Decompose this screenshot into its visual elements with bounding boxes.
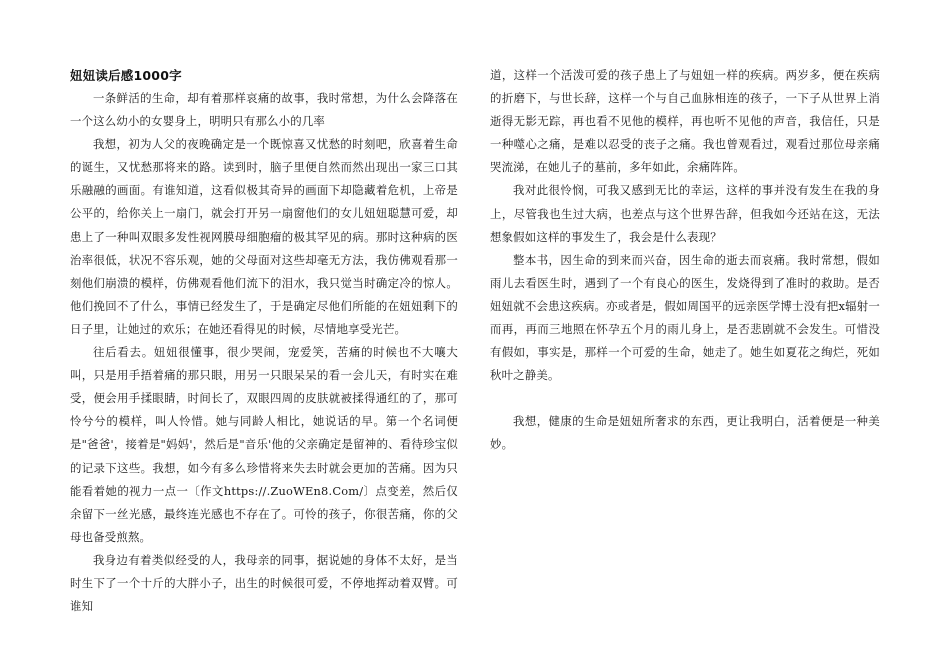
paragraph-parents: 我想，初为人父的夜晚确定是一个既惊喜又忧愁的时刻吧，欣喜着生命的诞生，又忧愁那将来的路。读到时，脑子里便自然而然出现出一家三口其乐融融的画面。有谁知道，这看似极其奇异的画面下却隐藏着危机，上帝是公平的，给你关上一扇门，就会打开另一扇窗他们的女儿妞妞聪慧可爱，却患上了一种叫双眼多发性视网膜母细胞瘤的极其罕见的病。那时这种病的医治率很低，状况不容乐观，她的父母面对这些却毫无方法，我仿佛观看那一刻他们崩溃的模样，仿佛观看他们流下的泪水，我只觉当时确定冷的惊人。他们挽回不了什么，事情已经发生了，于是确定尽他们所能的在妞妞剩下的日子里，让她过的欢乐；在她还看得见的时候，尽情地享受光芒。 <box>70 137 458 336</box>
right-column <box>490 64 880 457</box>
paragraph-whole-book: 整本书，因生命的到来而兴奋，因生命的逝去而哀痛。我时常想，假如雨儿去看医生时，遇到了一个有良心的医生，发烧得到了准时的救助。是否妞妞就不会患这疾病。亦或者是，假如周国平的远亲医学博士没有把x辐射一而再，再而三地照在怀孕五个月的雨儿身上，是否悲剧就不会发生。可惜没有假如，事实是，那样一个可爱的生命，她走了。她生如夏花之绚烂，死如秋叶之静美。 <box>490 252 880 383</box>
paragraph-gap <box>490 387 880 410</box>
paragraph-colleague: 我身边有着类似经受的人，我母亲的同事，据说她的身体不太好，是当时生下了一个十斤的大胖小子，出生的时候很可爱，不停地挥动着双臂。可谁知 <box>70 552 458 614</box>
document-title: 妞妞读后感1000字 <box>70 68 182 83</box>
paragraph-intro: 一条鲜活的生命，却有着那样哀痛的故事，我时常想，为什么会降落在一个这么幼小的女婴身上，明明只有那么小的几率 <box>70 91 458 129</box>
paragraph-conclusion: 我想，健康的生命是妞妞所奢求的东西，更让我明白，活着便是一种美妙。 <box>490 414 880 452</box>
paragraph-fortunate: 我对此很怜悯，可我又感到无比的幸运，这样的事并没有发生在我的身上，尽管我也生过大病，也差点与这个世界告辞，但我如今还站在这，无法想象假如这样的事发生了，我会是什么表现？ <box>490 183 880 244</box>
paragraph-colleague-continued: 道，这样一个活泼可爱的孩子患上了与妞妞一样的疾病。两岁多，便在疾病的折磨下，与世长辞，这样一个与自己血脉相连的孩子，一下子从世界上消逝得无影无踪，再也看不见他的模样，再也听不见他的声音，我信任，只是一种噬心之痛，是难以忍受的丧子之痛。我也曾观看过，观看过那位母亲痛哭流涕，在她儿子的墓前，多年如此，余痛阵阵。 <box>490 68 880 175</box>
paragraph-niuniu: 往后看去。妞妞很懂事，很少哭闹，宠爱笑，苦痛的时候也不大嚷大叫，只是用手捂着痛的那只眼，用另一只眼呆呆的看一会儿天，有时实在难受，便会用手揉眼睛，时间长了，双眼四周的皮肤就被揉得通红的了，那可怜兮兮的模样，叫人怜惜。她与同龄人相比，她说话的早。第一个名词便是"爸爸'，接着是"妈妈'，然后是"音乐'他的父亲确定是留神的、看待珍宝似的记录下这些。我想，如今有多么珍惜将来失去时就会更加的苦痛。因为只能看着她的视力一点一〔作文https://.ZuoWEn8.Com/〕点变差，然后仅余留下一丝光感，最终连光感也不存在了。可怜的孩子，你很苦痛，你的父母也备受煎熬。 <box>70 345 458 544</box>
left-column <box>70 64 458 618</box>
